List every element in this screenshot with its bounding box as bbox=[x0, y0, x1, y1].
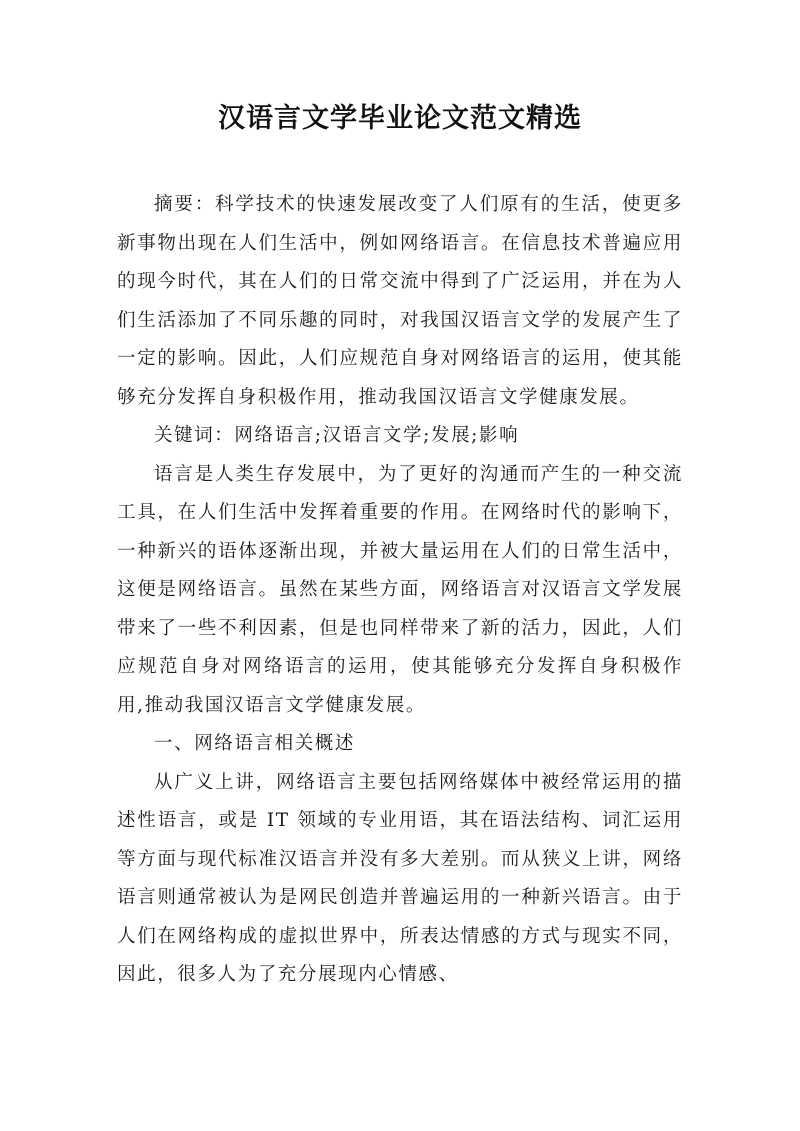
intro-paragraph: 语言是人类生存发展中，为了更好的沟通而产生的一种交流工具，在人们生活中发挥着重要的作用。在网络时代的影响下，一种新兴的语体逐渐出现，并被大量运用在人们的日常生活中，这便是网络语言。虽然在某些方面，网络语言对汉语言文学发展带来了一些不利因素，但是也同样带来了新的活力，因此，人们应规范自身对网络语言的运用，使其能够充分发挥自身积极作用,推动我国汉语言文学健康发展。 bbox=[117, 463, 683, 716]
document-title: 汉语言文学毕业论文范文精选 bbox=[218, 103, 582, 134]
section-paragraph: 从广义上讲，网络语言主要包括网络媒体中被经常运用的描述性语言，或是 IT 领域的专业用语，其在语法结构、词汇运用等方面与现代标准汉语言并没有多大差别。而从狭义上讲，网络语言则通常被认为是网民创造并普遍运用的一种新兴语言。由于人们在网络构成的虚拟世界中，所表达情感的方式与现实不同，因此，很多人为了充分展现内心情感、 bbox=[117, 771, 683, 985]
keywords-paragraph: 关键词：网络语言;汉语言文学;发展;影响 bbox=[154, 425, 520, 446]
document-body bbox=[117, 186, 683, 995]
section-heading: 一、网络语言相关概述 bbox=[154, 733, 356, 754]
abstract-paragraph: 摘要：科学技术的快速发展改变了人们原有的生活，使更多新事物出现在人们生活中，例如网络语言。在信息技术普遍应用的现今时代，其在人们的日常交流中得到了广泛运用，并在为人们生活添加了不同乐趣的同时，对我国汉语言文学的发展产生了一定的影响。因此，人们应规范自身对网络语言的运用，使其能够充分发挥自身积极作用，推动我国汉语言文学健康发展。 bbox=[117, 194, 683, 408]
